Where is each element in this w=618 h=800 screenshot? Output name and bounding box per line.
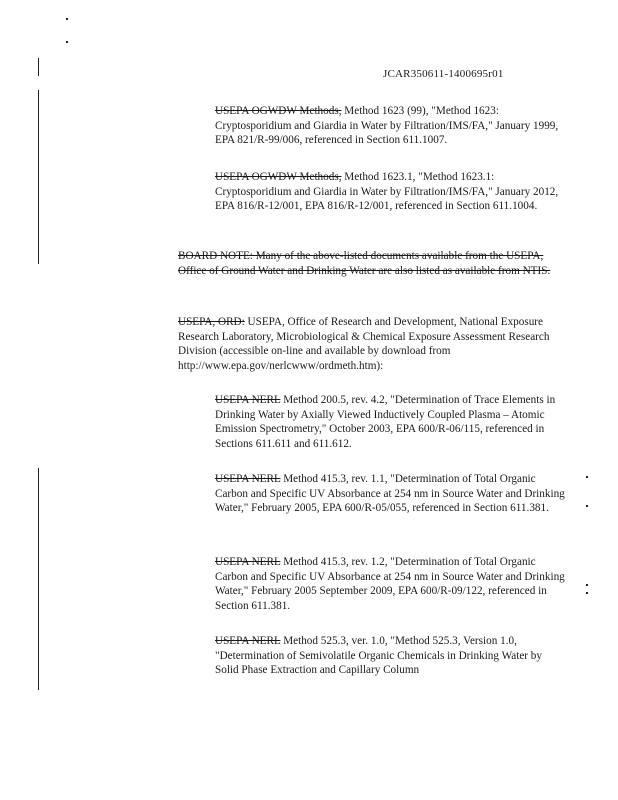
reference-text: Method 415.3, rev. 1.1, "Determination of Total Organic Carbon and Specific UV Absorbance at 254 nm in Source Water and Drinking Water," February 2005, EPA 600/R-05/055, referenced in Section 611.381. — [215, 473, 565, 515]
reference-paragraph — [215, 170, 565, 214]
reference-text: Method 1623.1, "Method 1623.1: Cryptosporidium and Giardia in Water by Filtration/IMS/FA," January 2012, EPA 816/R-12/001, EPA 816/R-12/001, referenced in Section 611.1004. — [215, 171, 559, 213]
reference-text: Method 525.3, ver. 1.0, "Method 525.3, Version 1.0, "Determination of Semivolatile Organic Chemicals in Drinking Water by Solid Phase Extraction and Capillary Column — [215, 635, 542, 677]
struck-text: USEPA NERL — [215, 473, 281, 485]
reference-text: Method 1623 (99), "Method 1623: Cryptosporidium and Giardia in Water by Filtration/IMS/FA," January 1999, EPA 821/R-99/006, referenced in Section 611.1007. — [215, 105, 559, 147]
reference-paragraph — [215, 634, 565, 678]
change-bar-1 — [38, 58, 39, 76]
margin-mark-right-2 — [586, 505, 588, 507]
margin-mark-top — [66, 18, 68, 20]
reference-paragraph — [215, 104, 565, 148]
source-paragraph — [178, 315, 558, 373]
struck-text: USEPA NERL — [215, 635, 281, 647]
margin-mark-top-2 — [66, 41, 68, 43]
board-note-paragraph — [178, 249, 558, 278]
struck-text: USEPA OGWDW Methods, — [215, 171, 342, 183]
change-bar-2 — [38, 90, 39, 264]
struck-text: USEPA NERL — [215, 556, 281, 568]
reference-text: Method 200.5, rev. 4.2, "Determination of Trace Elements in Drinking Water by Axially Viewed Inductively Coupled Plasma – Atomic Emission Spectrometry," October 2003, EPA 600/R-06/115, referenced in Sections 611.611 and 611.612. — [215, 394, 556, 450]
margin-mark-right-3 — [586, 584, 588, 586]
struck-text: BOARD NOTE: Many of the above-listed documents available from the USEPA, Office of Ground Water and Drinking Water are also listed as available from NTIS. — [178, 250, 551, 277]
struck-text: USEPA OGWDW Methods, — [215, 105, 342, 117]
change-bar-3 — [38, 468, 39, 690]
struck-text: USEPA, ORD: — [178, 316, 245, 328]
reference-text: Method 415.3, rev. 1.2, "Determination of Total Organic Carbon and Specific UV Absorbance at 254 nm in Source Water and Drinking Water," February 2005 September 2009, EPA 600/R-09/122, referenced in Section 611.381. — [215, 556, 565, 612]
reference-paragraph — [215, 393, 565, 451]
reference-paragraph — [215, 555, 565, 613]
struck-text: USEPA NERL — [215, 394, 281, 406]
document-code-header: JCAR350611-1400695r01 — [383, 68, 504, 80]
margin-mark-right-1 — [586, 476, 588, 478]
reference-text: USEPA, Office of Research and Development, National Exposure Research Laboratory, Microbiological & Chemical Exposure Assessment Research Division (accessible on-line and available by download from http://www.epa.gov/nerlcwww/ordmeth.htm): — [178, 316, 550, 372]
margin-mark-right-4 — [586, 592, 588, 594]
reference-paragraph — [215, 472, 565, 516]
